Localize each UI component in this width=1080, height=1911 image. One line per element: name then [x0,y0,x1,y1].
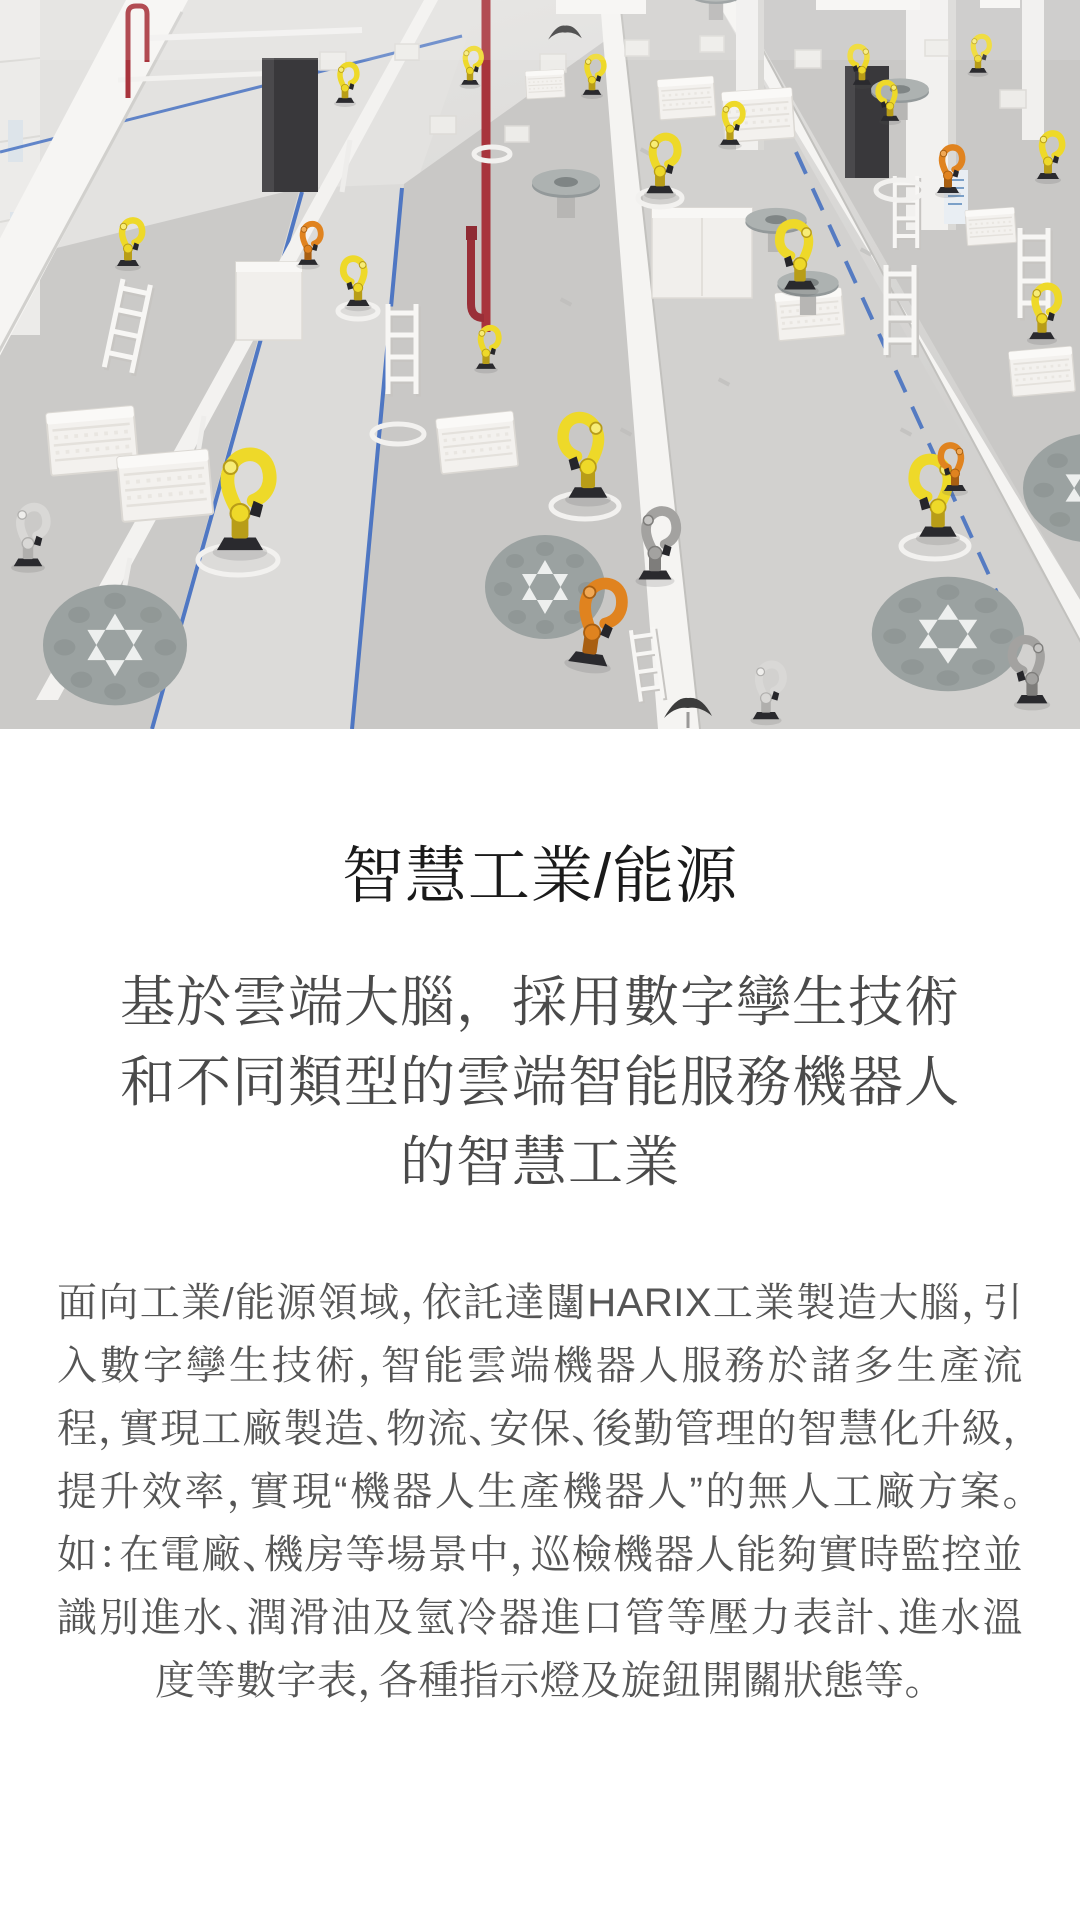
page-title: 智慧工業/能源 [341,842,739,911]
factory-illustration [0,0,1080,729]
factory-hero-image [0,0,1080,729]
subtitle-line-1: 基於雲端大腦，採用數字孿生技術 [119,971,960,1033]
subtitle-line-3: 的智慧工業 [399,1131,680,1193]
subtitle-line-2: 和不同類型的雲端智能服務機器人 [119,1051,960,1113]
body-paragraph: 面向工業/能源領域，依託達闥HARIX工業製造大腦，引入數字孿生技術，智能雲端機器人服務於諸多生產流程，實現工廠製造、物流、安保、後勤管理的智慧化升級，提升效率，實現“機器人生產機器人”的無人工廠方案。如：在電廠、機房等場景中，巡檢機器人能夠實時監控並識別進水、潤滑油及氫冷器進口管等壓力表計、進水溫度等數字表，各種指示燈及旋鈕開關狀態等。 [57,1281,1023,1703]
page-subtitle [0,962,1080,1202]
